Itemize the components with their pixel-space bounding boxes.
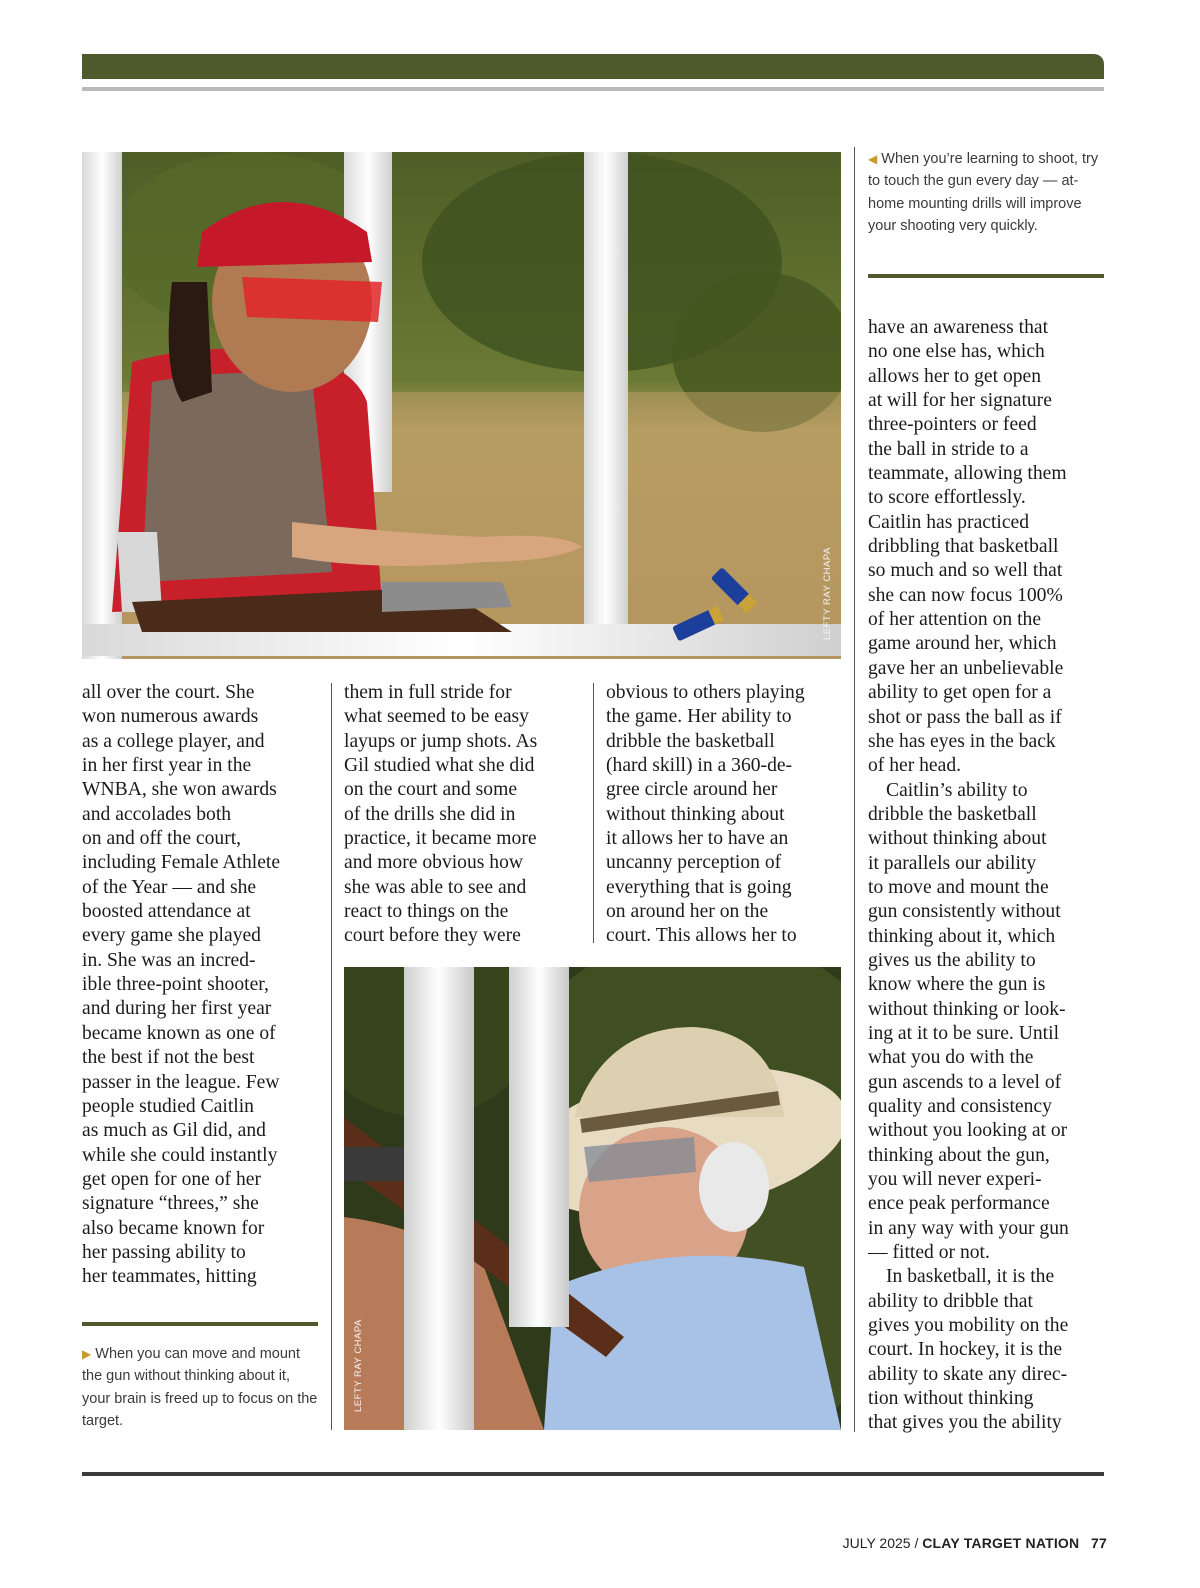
caption-bottom-left-text: When you can move and mount the gun without thinking about it, your brain is freed up to focus on the target. bbox=[82, 1346, 318, 1430]
footer-date: JULY 2025 / bbox=[842, 1535, 919, 1551]
text-line: the game. Her ability to bbox=[606, 706, 792, 728]
text-line: on and off the court, bbox=[82, 828, 242, 850]
text-line: ence peak performance bbox=[868, 1193, 1050, 1215]
caption-top-right-text: When you’re learning to shoot, try to touch the gun every day — at-home mounting drills will improve your shooting very quickly. bbox=[868, 151, 1099, 235]
text-line: her passing ability to bbox=[82, 1241, 246, 1263]
text-line: them in full stride for bbox=[344, 682, 512, 703]
text-line: to score effortlessly. bbox=[868, 487, 1026, 509]
header-color-bar bbox=[82, 54, 1104, 79]
text-line: dribbling that basketball bbox=[868, 536, 1059, 558]
article-column-3 bbox=[606, 681, 846, 949]
text-line: without thinking about bbox=[606, 803, 785, 825]
column-rule-1 bbox=[331, 683, 332, 1430]
text-line: ing at it to be sure. Until bbox=[868, 1022, 1060, 1044]
text-line: layups or jump shots. As bbox=[344, 730, 538, 752]
text-line: tion without thinking bbox=[868, 1388, 1034, 1410]
text-line: including Female Athlete bbox=[82, 852, 281, 874]
text-line: court. This allows her to bbox=[606, 925, 797, 947]
text-line: have an awareness that bbox=[868, 317, 1049, 338]
text-line: obvious to others playing bbox=[606, 682, 805, 703]
page-footer bbox=[843, 1535, 1107, 1551]
text-line: people studied Caitlin bbox=[82, 1095, 254, 1117]
text-line: gives you mobility on the bbox=[868, 1315, 1069, 1337]
header-rule bbox=[82, 87, 1104, 91]
text-line: uncanny perception of bbox=[606, 852, 782, 874]
text-line: (hard skill) in a 360-de- bbox=[606, 755, 793, 777]
text-line: ability to dribble that bbox=[868, 1290, 1033, 1312]
text-line: it allows her to have an bbox=[606, 828, 789, 850]
text-line: without thinking or look- bbox=[868, 998, 1066, 1020]
caption-top-right bbox=[868, 148, 1104, 238]
text-line: she has eyes in the back bbox=[868, 730, 1056, 752]
text-line: practice, it became more bbox=[344, 828, 537, 850]
text-line: teammate, allowing them bbox=[868, 463, 1067, 485]
text-line: what you do with the bbox=[868, 1047, 1034, 1069]
caption-bottom-left-bar bbox=[82, 1322, 318, 1326]
footer-magazine-name: CLAY TARGET NATION bbox=[922, 1535, 1080, 1551]
text-line: and accolades both bbox=[82, 803, 232, 825]
text-line: of the drills she did in bbox=[344, 803, 516, 825]
text-line: thinking about it, which bbox=[868, 925, 1056, 947]
caption-bottom-left bbox=[82, 1343, 322, 1433]
text-line: became known as one of bbox=[82, 1022, 276, 1044]
text-line: at will for her signature bbox=[868, 390, 1052, 412]
text-line: gree circle around her bbox=[606, 779, 778, 801]
caption-top-right-bar bbox=[868, 274, 1104, 278]
caption-right-triangle-icon: ▶ bbox=[82, 1347, 92, 1361]
text-line: game around her, which bbox=[868, 633, 1057, 655]
text-line: every game she played bbox=[82, 925, 261, 947]
text-line: gun consistently without bbox=[868, 901, 1061, 923]
text-line: it parallels our ability bbox=[868, 852, 1037, 874]
text-line: passer in the league. Few bbox=[82, 1071, 280, 1093]
text-line: all over the court. She bbox=[82, 682, 255, 703]
text-line: on the court and some bbox=[344, 779, 518, 801]
text-line: the best if not the best bbox=[82, 1047, 255, 1069]
text-line: Gil studied what she did bbox=[344, 755, 535, 777]
text-line: as much as Gil did, and bbox=[82, 1120, 266, 1142]
text-line: everything that is going bbox=[606, 876, 792, 898]
text-line: WNBA, she won awards bbox=[82, 779, 277, 801]
text-line: dribble the basketball bbox=[868, 803, 1037, 825]
article-column-2 bbox=[344, 681, 584, 949]
text-line: that gives you the ability bbox=[868, 1412, 1062, 1434]
article-column-1 bbox=[82, 681, 322, 1290]
text-line: without thinking about bbox=[868, 828, 1047, 850]
caption-left-triangle-icon: ◀ bbox=[868, 152, 878, 166]
text-line: on around her on the bbox=[606, 901, 769, 923]
text-line: to move and mount the bbox=[868, 876, 1049, 898]
text-line: she can now focus 100% bbox=[868, 584, 1063, 606]
text-line: — fitted or not. bbox=[868, 1242, 990, 1264]
text-line: boosted attendance at bbox=[82, 901, 251, 923]
column-rule-right bbox=[854, 147, 855, 1432]
photo-older-shooter bbox=[344, 967, 841, 1430]
text-line: what seemed to be easy bbox=[344, 706, 529, 728]
photo-credit-bottom: LEFTY RAY CHAPA bbox=[353, 1319, 364, 1412]
text-line: of her head. bbox=[868, 755, 962, 777]
text-line: signature “threes,” she bbox=[82, 1193, 259, 1215]
text-line: shot or pass the ball as if bbox=[868, 706, 1062, 728]
text-line: you will never experi- bbox=[868, 1169, 1042, 1191]
footer-page-number: 77 bbox=[1091, 1535, 1107, 1551]
text-line: and during her first year bbox=[82, 998, 272, 1020]
text-line: won numerous awards bbox=[82, 706, 259, 728]
text-line: while she could instantly bbox=[82, 1144, 278, 1166]
text-line: allows her to get open bbox=[868, 365, 1042, 387]
text-line: three-pointers or feed bbox=[868, 414, 1037, 436]
text-line: she was able to see and bbox=[344, 876, 527, 898]
text-line: also became known for bbox=[82, 1217, 265, 1239]
text-line: in her first year in the bbox=[82, 755, 252, 777]
photo-credit-top: LEFTY RAY CHAPA bbox=[822, 547, 833, 640]
text-line: get open for one of her bbox=[82, 1168, 261, 1190]
text-line: court before they were bbox=[344, 925, 521, 947]
text-line: her teammates, hitting bbox=[82, 1266, 257, 1288]
text-line: In basketball, it is the bbox=[886, 1266, 1055, 1288]
text-line: react to things on the bbox=[344, 901, 509, 923]
text-line: court. In hockey, it is the bbox=[868, 1339, 1063, 1361]
text-line: so much and so well that bbox=[868, 560, 1063, 582]
text-line: quality and consistency bbox=[868, 1096, 1052, 1117]
text-line: in. She was an incred- bbox=[82, 949, 256, 971]
text-line: of her attention on the bbox=[868, 609, 1042, 631]
text-line: ability to get open for a bbox=[868, 682, 1052, 704]
text-line: no one else has, which bbox=[868, 341, 1045, 363]
text-line: Caitlin has practiced bbox=[868, 511, 1030, 533]
text-line: know where the gun is bbox=[868, 974, 1046, 996]
text-line: Caitlin’s ability to bbox=[886, 779, 1028, 801]
text-line: gave her an unbelievable bbox=[868, 657, 1064, 679]
text-line: gives us the ability to bbox=[868, 949, 1036, 971]
article-column-4 bbox=[868, 316, 1108, 1436]
text-line: in any way with your gun bbox=[868, 1217, 1069, 1239]
text-line: and more obvious how bbox=[344, 852, 524, 874]
footer-rule bbox=[82, 1472, 1104, 1476]
text-line: gun ascends to a level of bbox=[868, 1071, 1062, 1093]
column-rule-2 bbox=[593, 683, 594, 943]
text-line: the ball in stride to a bbox=[868, 438, 1029, 460]
text-line: of the Year — and she bbox=[82, 876, 257, 898]
text-line: thinking about the gun, bbox=[868, 1144, 1050, 1166]
photo-young-shooter bbox=[82, 152, 841, 659]
text-line: dribble the basketball bbox=[606, 730, 775, 752]
text-line: ability to skate any direc- bbox=[868, 1363, 1068, 1385]
text-line: ible three-point shooter, bbox=[82, 974, 269, 996]
text-line: without you looking at or bbox=[868, 1120, 1068, 1142]
text-line: as a college player, and bbox=[82, 730, 265, 752]
